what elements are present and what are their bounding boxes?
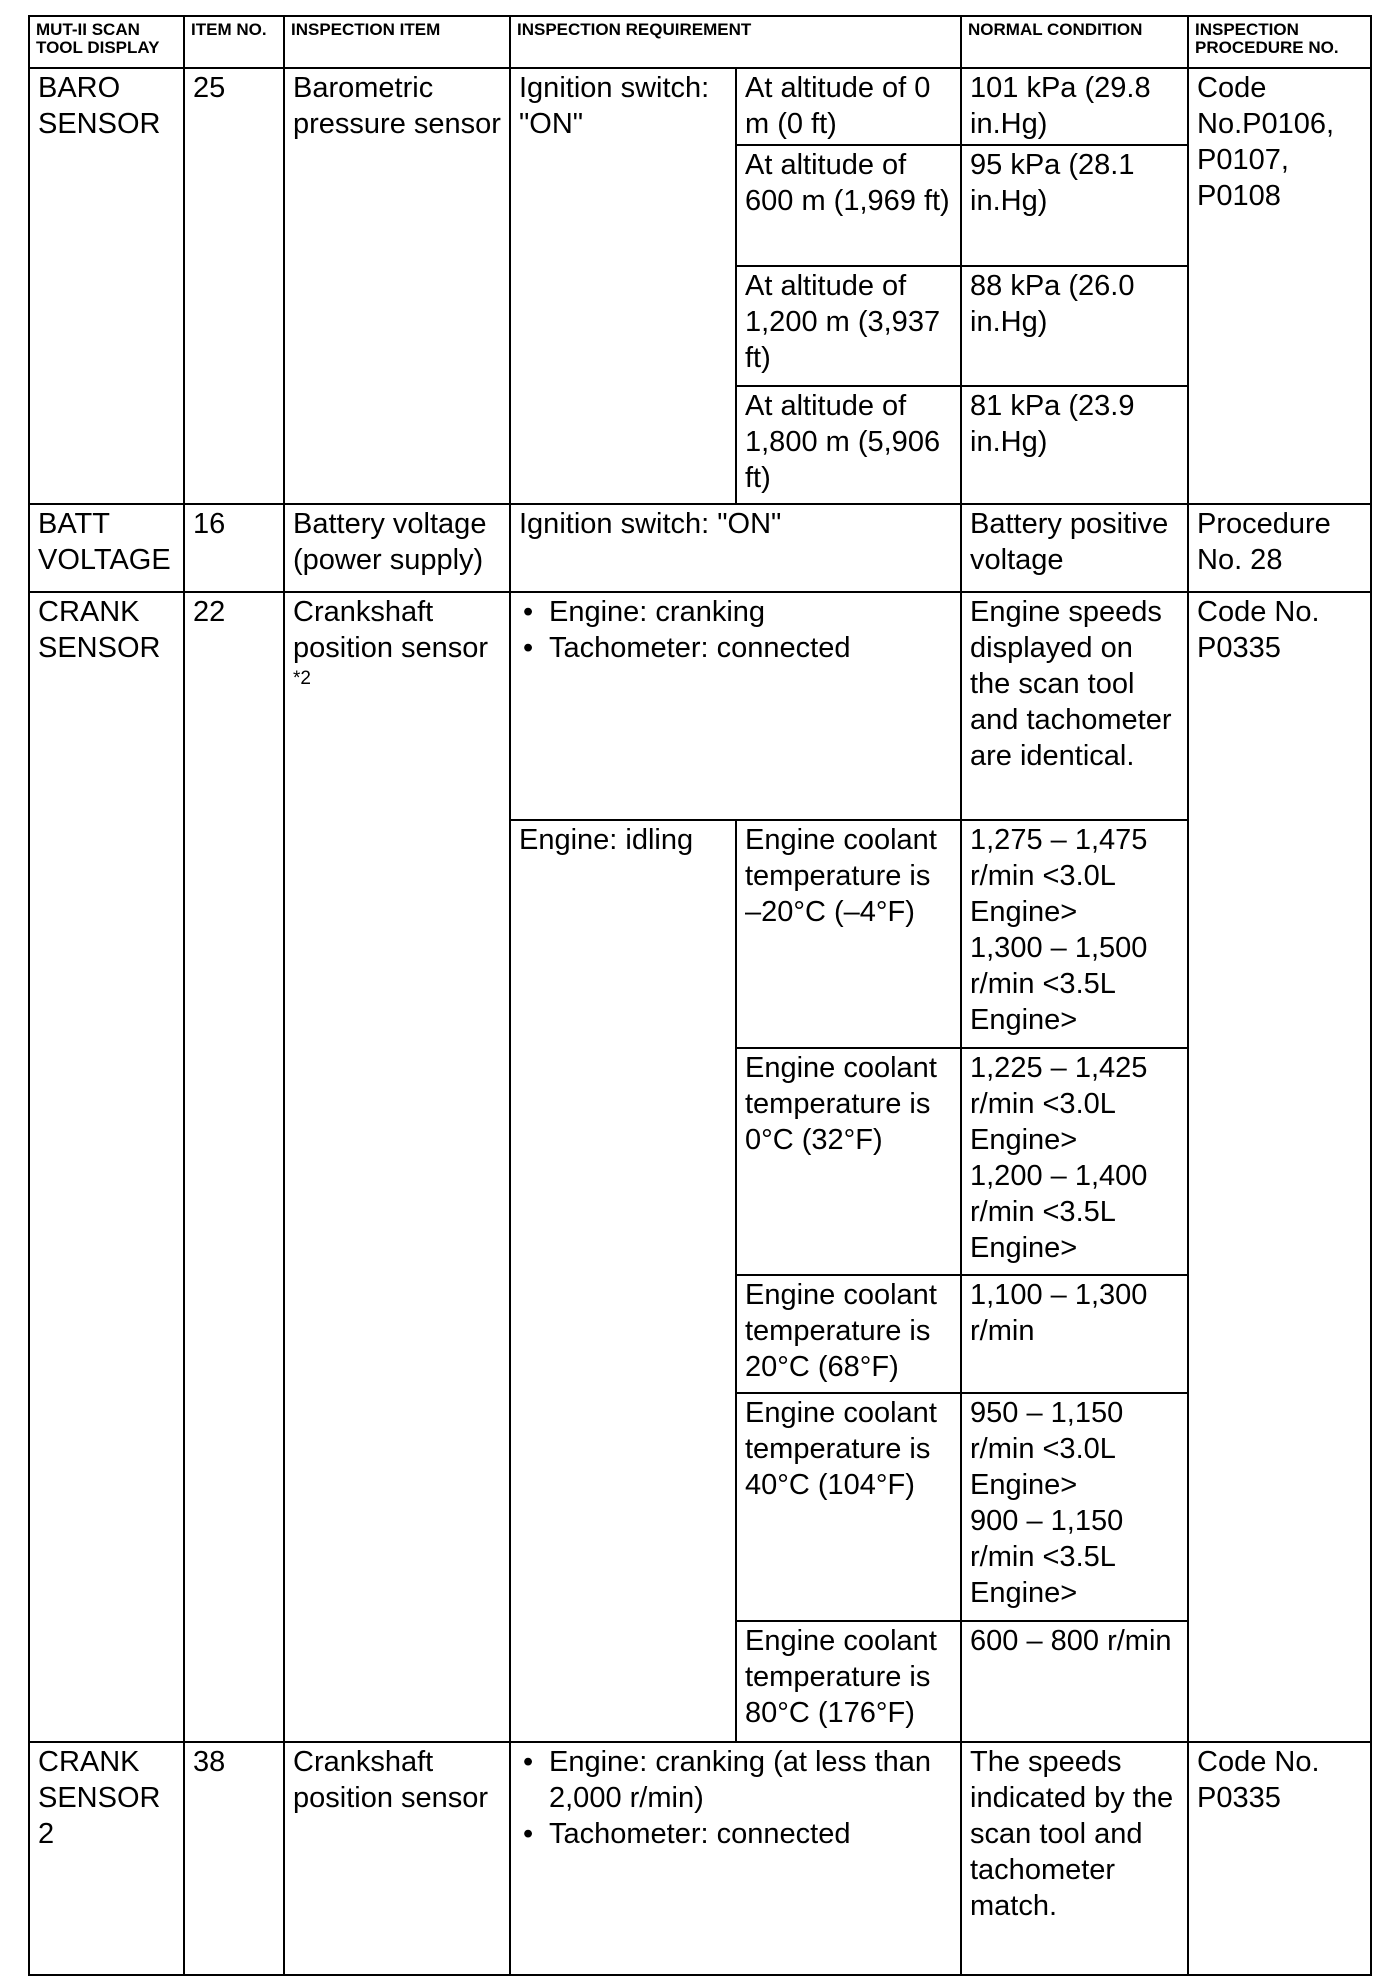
crank-display: CRANK SENSOR: [29, 592, 184, 1742]
batt-item: Battery voltage (power supply): [284, 504, 510, 592]
table-row: [29, 504, 1371, 592]
normal-line: 1,200 – 1,400 r/min <3.5L Engine>: [970, 1160, 1148, 1264]
crank-idle-label: Engine: idling: [510, 820, 736, 1742]
baro-condition: At altitude of 1,200 m (3,937 ft): [736, 266, 961, 386]
crank-cranking-requirement: [510, 592, 961, 820]
crank2-requirement: [510, 1742, 961, 1975]
header-normal-condition: NORMAL CONDITION: [961, 16, 1188, 68]
normal-line: 1,300 – 1,500 r/min <3.5L Engine>: [970, 932, 1148, 1036]
normal-line: 1,275 – 1,475 r/min <3.0L Engine>: [970, 824, 1148, 928]
list-item: • Engine: cranking: [519, 594, 952, 630]
header-row: [29, 16, 1371, 68]
crank-item-no: 22: [184, 592, 284, 1742]
baro-normal: 88 kPa (26.0 in.Hg): [961, 266, 1188, 386]
list-item: • Engine: cranking (at less than 2,000 r/min): [519, 1744, 952, 1816]
crank-idle-normal: [961, 820, 1188, 1048]
crank-idle-normal: [961, 1275, 1188, 1393]
list-item: • Tachometer: connected: [519, 630, 952, 666]
batt-normal: Battery positive voltage: [961, 504, 1188, 592]
header-procedure-no: INSPECTION PROCEDURE NO.: [1188, 16, 1371, 68]
crank-item-cell: [284, 592, 510, 1742]
baro-procedure: Code No.P0106, P0107, P0108: [1188, 68, 1371, 504]
crank2-normal: The speeds indicated by the scan tool and tachometer match.: [961, 1742, 1188, 1975]
normal-line: 1,225 – 1,425 r/min <3.0L Engine>: [970, 1052, 1148, 1156]
crank-procedure: Code No. P0335: [1188, 592, 1371, 1742]
inspection-table: [28, 15, 1372, 1976]
normal-line: 600 – 800 r/min: [970, 1625, 1172, 1657]
list-item: • Tachometer: connected: [519, 1816, 952, 1852]
baro-condition: At altitude of 600 m (1,969 ft): [736, 145, 961, 266]
normal-line: 900 – 1,150 r/min <3.5L Engine>: [970, 1505, 1124, 1609]
normal-line: 950 – 1,150 r/min <3.0L Engine>: [970, 1397, 1124, 1501]
crank-idle-normal: [961, 1393, 1188, 1621]
table-row: [29, 1742, 1371, 1975]
crank2-item: Crankshaft position sensor: [284, 1742, 510, 1975]
baro-display: BARO SENSOR: [29, 68, 184, 504]
header-inspection-requirement: INSPECTION REQUIREMENT: [510, 16, 961, 68]
baro-normal: 81 kPa (23.9 in.Hg): [961, 386, 1188, 504]
header-inspection-item: INSPECTION ITEM: [284, 16, 510, 68]
baro-item-no: 25: [184, 68, 284, 504]
baro-normal: 95 kPa (28.1 in.Hg): [961, 145, 1188, 266]
batt-display: BATT VOLTAGE: [29, 504, 184, 592]
table-row: [29, 68, 1371, 145]
crank-item: Crankshaft position sensor: [293, 596, 489, 664]
crank2-procedure: Code No. P0335: [1188, 1742, 1371, 1975]
header-item-no: ITEM NO.: [184, 16, 284, 68]
crank-idle-normal: [961, 1621, 1188, 1742]
baro-item: Barometric pressure sensor: [284, 68, 510, 504]
crank-idle-condition: Engine coolant temperature is 0°C (32°F): [736, 1048, 961, 1275]
batt-procedure: Procedure No. 28: [1188, 504, 1371, 592]
crank2-list: [519, 1744, 952, 1852]
crank-idle-normal: [961, 1048, 1188, 1275]
crank-idle-condition: Engine coolant temperature is 20°C (68°F): [736, 1275, 961, 1393]
crank-idle-condition: Engine coolant temperature is 40°C (104°F): [736, 1393, 961, 1621]
baro-normal: 101 kPa (29.8 in.Hg): [961, 68, 1188, 145]
batt-item-no: 16: [184, 504, 284, 592]
baro-condition: At altitude of 0 m (0 ft): [736, 68, 961, 145]
crank-item-note: *2: [293, 668, 311, 689]
table-row: [29, 592, 1371, 820]
normal-line: 1,100 – 1,300 r/min: [970, 1279, 1148, 1347]
crank2-display: CRANK SENSOR 2: [29, 1742, 184, 1975]
crank-cranking-list: [519, 594, 952, 666]
batt-requirement: Ignition switch: "ON": [510, 504, 961, 592]
header-display: MUT-II SCAN TOOL DISPLAY: [29, 16, 184, 68]
crank-idle-condition: Engine coolant temperature is 80°C (176°F): [736, 1621, 961, 1742]
crank2-item-no: 38: [184, 1742, 284, 1975]
crank-cranking-normal: Engine speeds displayed on the scan tool and tachometer are identical.: [961, 592, 1188, 820]
baro-requirement: Ignition switch: "ON": [510, 68, 736, 504]
baro-condition: At altitude of 1,800 m (5,906 ft): [736, 386, 961, 504]
crank-idle-condition: Engine coolant temperature is –20°C (–4°F): [736, 820, 961, 1048]
